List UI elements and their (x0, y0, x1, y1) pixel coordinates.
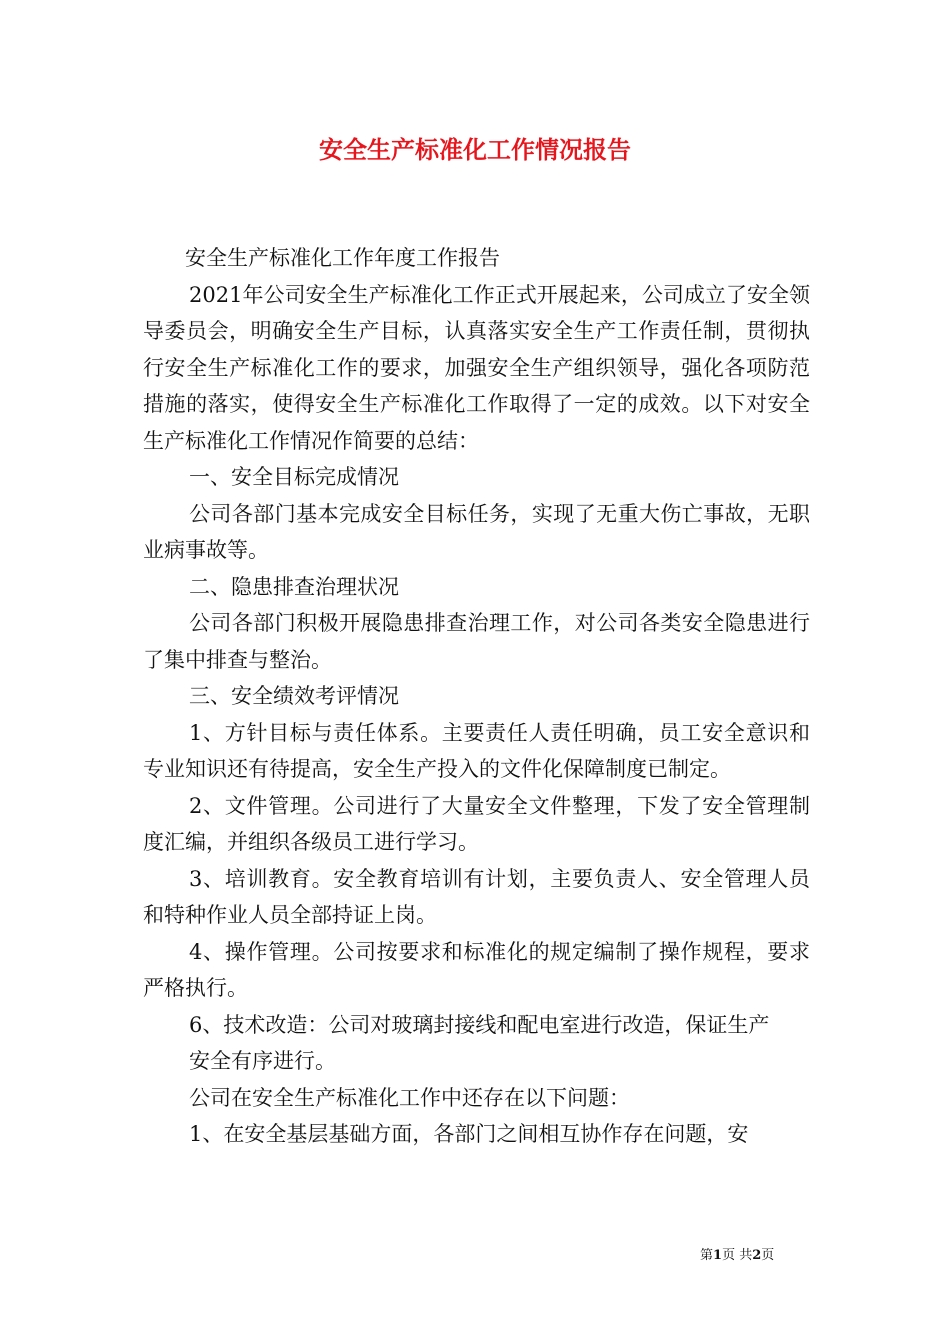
page-label-middle: 页 共 (722, 1248, 753, 1263)
page-label-prefix: 第 (700, 1248, 714, 1263)
list-item-6-continued: 安全有序进行。 (189, 1049, 336, 1073)
document-body (143, 240, 810, 1153)
total-page-number: 2 (752, 1248, 762, 1263)
section-heading-2: 二、隐患排查治理状况 (189, 574, 399, 599)
problem-item-1: 1、在安全基层基础方面，各部门之间相互协作存在问题，安 (189, 1122, 749, 1146)
intro-paragraph: 2021年公司安全生产标准化工作正式开展起来，公司成立了安全领导委员会，明确安全生产目标，认真落实安全生产工作责任制，贯彻执行安全生产标准化工作的要求，加强安全生产组织领导，强化各项防范措施的落实，使得安全生产标准化工作取得了一定的成效。以下对安全生产标准化工作情况作简要的总结： (143, 282, 810, 453)
problems-heading: 公司在安全生产标准化工作中还存在以下问题： (189, 1085, 630, 1110)
section-heading-1: 一、安全目标完成情况 (189, 465, 399, 489)
section-heading-3: 三、安全绩效考评情况 (189, 684, 399, 708)
list-item-6: 6、技术改造：公司对玻璃封接线和配电室进行改造，保证生产 (189, 1012, 770, 1037)
section-paragraph-1: 公司各部门基本完成安全目标任务，实现了无重大伤亡事故，无职业病事故等。 (143, 501, 810, 562)
list-item-1: 1、方针目标与责任体系。主要责任人责任明确，员工安全意识和专业知识还有待提高，安全生产投入的文件化保障制度已制定。 (143, 720, 810, 781)
document-title: 安全生产标准化工作情况报告 (319, 135, 631, 164)
list-item-4: 4、操作管理。公司按要求和标准化的规定编制了操作规程，要求严格执行。 (143, 939, 810, 1000)
report-subtitle: 安全生产标准化工作年度工作报告 (185, 246, 500, 270)
page-number-footer (700, 1244, 820, 1263)
current-page-number: 1 (713, 1248, 723, 1263)
list-item-3: 3、培训教育。安全教育培训有计划，主要负责人、安全管理人员和特种作业人员全部持证上岗。 (143, 866, 810, 927)
list-item-2: 2、文件管理。公司进行了大量安全文件整理，下发了安全管理制度汇编，并组织各级员工进行学习。 (143, 793, 810, 854)
page-label-suffix: 页 (761, 1248, 775, 1263)
section-paragraph-2: 公司各部门积极开展隐患排查治理工作，对公司各类安全隐患进行了集中排查与整治。 (143, 611, 810, 672)
